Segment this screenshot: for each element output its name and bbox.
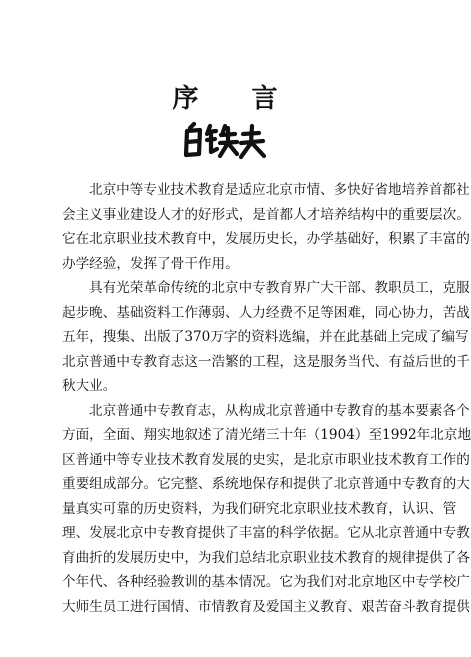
text-line: 它在北京职业技术教育中，发展历史长，办学基础好，积累了丰富的 (62, 231, 470, 247)
text-line: 五年，搜集、出版了370万字的资料选编，并在此基础上完成了编写 (62, 329, 469, 345)
text-line: 秋大业。 (62, 378, 117, 394)
text-line: 办学经验，发挥了骨干作用。 (62, 255, 239, 272)
text-line: 会主义事业建设人才的好形式，是首都人才培养结构中的重要层次。 (62, 206, 470, 223)
paragraph (62, 276, 470, 399)
text-line: 北京中等专业技术教育是适应北京市情、多快好省地培养首都社 (89, 182, 470, 198)
preface-body (62, 178, 471, 619)
text-line: 起步晚、基础资料工作薄弱、人力经费不足等困难，同心协力，苦战 (62, 304, 470, 321)
page-title: 序 言 (172, 84, 300, 114)
signature-image (180, 118, 270, 164)
text-line: 育曲折的发展历史中，为我们总结北京职业技术教育的规律提供了各 (62, 549, 470, 566)
text-line: 北京普通中专教育志，从构成北京普通中专教育的基本要素各个 (89, 402, 470, 419)
text-line: 重要组成部分。它完整、系统地保存和提供了北京普通中专教育的大 (62, 476, 470, 492)
text-line: 个年代、各种经验教训的基本情况。它为我们对北京地区中专学校广 (62, 574, 470, 590)
paragraph (62, 178, 470, 276)
text-line: 具有光荣革命传统的北京中专教育界广大干部、教职员工，克服 (89, 280, 470, 296)
paragraph (62, 399, 471, 620)
text-line: 北京普通中专教育志这一浩繁的工程，这是服务当代、有益后世的千 (62, 353, 470, 370)
text-line: 大师生员工进行国情、市情教育及爱国主义教育、艰苦奋斗教育提供 (62, 598, 470, 615)
text-line: 理、发展北京中专教育提供了丰富的科学依据。它从北京普通中专教 (62, 525, 470, 541)
handwritten-signature (180, 118, 270, 164)
text-line: 区普通中等专业技术教育发展的史实，是北京市职业技术教育工作的 (62, 451, 470, 468)
text-line: 方面，全面、翔实地叙述了清光绪三十年（1904）至1992年北京地 (62, 427, 471, 443)
text-line: 量真实可靠的历史资料，为我们研究北京职业技术教育，认识、管 (62, 500, 457, 517)
